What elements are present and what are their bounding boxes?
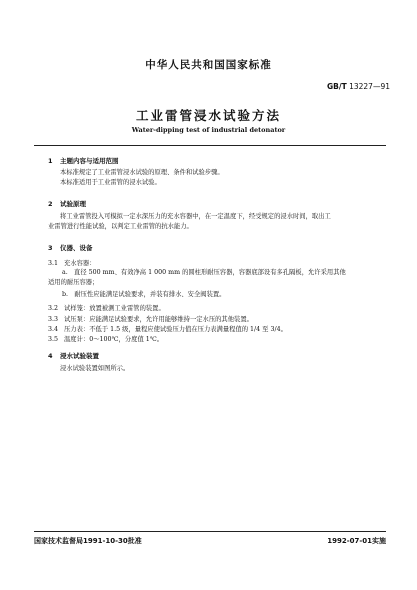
section-1-paragraph-2: 本标准适用于工业雷管的浸水试验。	[60, 179, 161, 186]
approval-date: 国家技术监督局1991-10-30批准	[34, 537, 142, 545]
item-3-1-a-line-1: a. 直径 500 mm、有效净高 1 000 mm 的圆柱形耐压容器，容器底部设有多孔隔板，允许采用其他	[62, 269, 346, 276]
section-number: 4	[48, 352, 53, 360]
standard-code	[327, 82, 390, 91]
section-title: 主题内容与适用范围	[60, 157, 119, 165]
item-number: 3.1	[48, 260, 59, 267]
item-3-1	[48, 258, 95, 267]
document-title-english: Water-dipping test of industrial detonator	[131, 126, 286, 134]
item-text: 试压泵：应能满足试验要求，允许用能够维持一定水压的其他装置。	[64, 316, 253, 323]
section-1-heading	[48, 156, 119, 165]
section-4-heading	[48, 351, 99, 360]
item-number: 3.4	[48, 326, 59, 333]
item-number: 3.3	[48, 316, 59, 323]
standard-code-number: 13227—91	[349, 82, 390, 91]
item-3-2	[48, 303, 165, 312]
section-2-paragraph-line-2: 业雷管进行性能试验，以判定工业雷管的抗水能力。	[48, 223, 193, 230]
item-3-5	[48, 334, 163, 343]
section-3-heading	[48, 243, 93, 252]
section-title: 仪器、设备	[60, 244, 93, 252]
standard-code-prefix: GB/T	[326, 82, 347, 91]
effective-date: 1992-07-01实施	[327, 537, 386, 545]
item-text: 试样笼：放置被测工业雷管的装置。	[64, 305, 165, 312]
section-1-paragraph-1: 本标准规定了工业雷管浸水试验的原理、条件和试验步骤。	[60, 169, 224, 176]
item-3-1-a-line-2: 适用的耐压容器；	[48, 279, 99, 286]
header-divider	[34, 145, 386, 146]
section-4-paragraph-1: 浸水试验装置如图所示。	[60, 365, 130, 372]
section-2-paragraph-line-1: 将工业雷管投入可模拟一定水深压力的充水容器中，在一定温度下，经受规定的浸水时间，取出工	[60, 213, 331, 220]
item-3-1-b: b. 耐压性应能满足试验要求，并装有排水、安全阀装置。	[62, 291, 226, 298]
section-number: 3	[48, 244, 53, 252]
item-text: 充水容器：	[64, 260, 96, 267]
section-number: 1	[48, 157, 53, 165]
item-number: 3.2	[48, 305, 59, 312]
section-title: 试验原理	[60, 200, 86, 208]
document-title: 工业雷管浸水试验方法	[135, 108, 281, 123]
item-text: 温度计：0～100℃，分度值 1℃。	[64, 336, 164, 343]
section-2-heading	[48, 199, 86, 208]
section-title: 浸水试验装置	[60, 352, 99, 360]
item-3-4	[48, 324, 287, 333]
standard-category-heading: 中华人民共和国国家标准	[145, 59, 272, 71]
footer-divider	[34, 531, 386, 532]
item-3-3	[48, 314, 253, 323]
item-number: 3.5	[48, 336, 59, 343]
item-text: 压力表：不低于 1.5 级，量程应使试验压力值在压力表满量程值的 1/4 至 3/4。	[64, 326, 287, 333]
section-number: 2	[48, 200, 53, 208]
